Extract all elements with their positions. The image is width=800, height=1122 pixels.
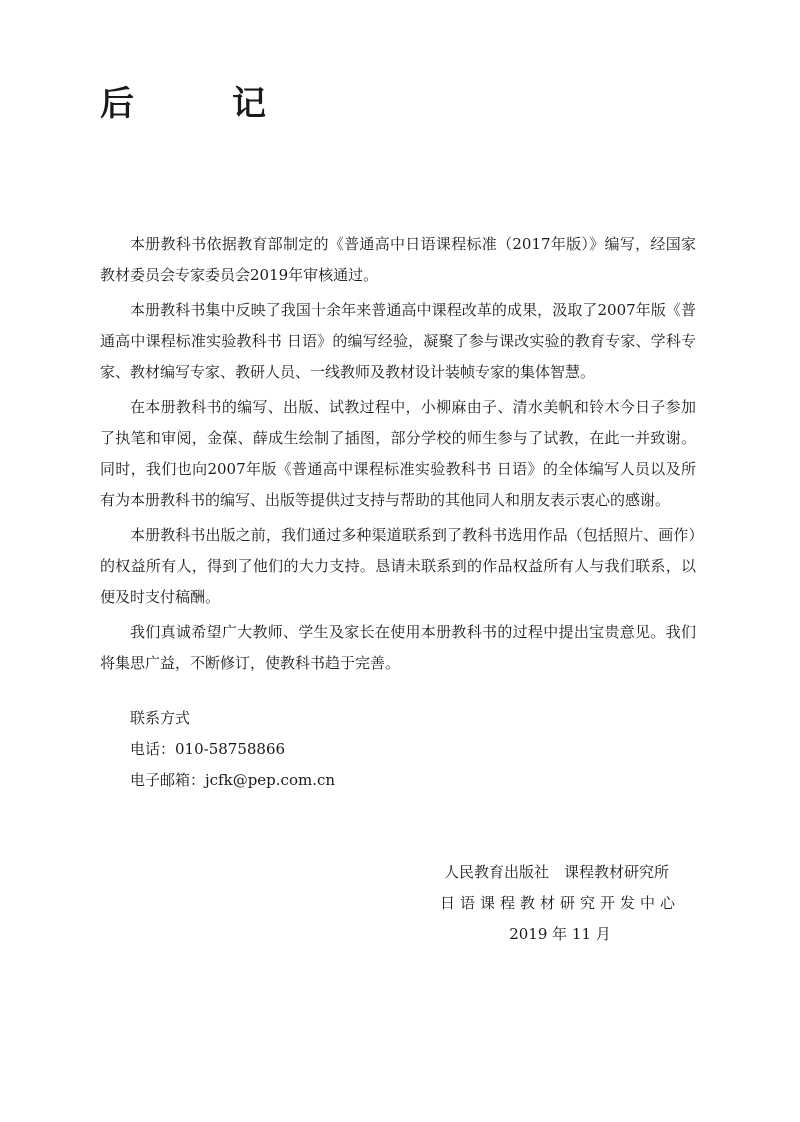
contact-title: 联系方式 xyxy=(130,709,191,727)
contact-phone: 电话：010-58758866 xyxy=(130,740,286,758)
signature-block xyxy=(440,857,680,950)
paragraph-3: 在本册教科书的编写、出版、试教过程中，小柳麻由子、清水美帆和铃木今日子参加了执笔和审阅，金葆、薛成生绘制了插图，部分学校的师生参与了试教，在此一并致谢。同时，我们也向2007年版《普通高中课程标准实验教科书 日语》的全体编写人员以及所有为本册教科书的编写、出版等提供过支持与帮助的其他同人和朋友表示衷心的感谢。 xyxy=(100,398,696,509)
page-title: 后 记 xyxy=(100,84,298,124)
signature-date: 2019 年 11 月 xyxy=(509,925,611,943)
paragraph-1: 本册教科书依据教育部制定的《普通高中日语课程标准（2017年版）》编写，经国家教材委员会专家委员会2019年审核通过。 xyxy=(100,235,696,284)
contact-email: 电子邮箱：jcfk@pep.com.cn xyxy=(130,771,336,789)
paragraph-5: 我们真诚希望广大教师、学生及家长在使用本册教科书的过程中提出宝贵意见。我们将集思广益，不断修订，使教科书趋于完善。 xyxy=(100,623,696,672)
signature-org-line-2: 日语课程教材研究开发中心 xyxy=(440,894,681,912)
signature-org-line-1: 人民教育出版社 课程教材研究所 xyxy=(444,863,670,881)
paragraph-2: 本册教科书集中反映了我国十余年来普通高中课程改革的成果，汲取了2007年版《普通高中课程标准实验教科书 日语》的编写经验，凝聚了参与课改实验的教育专家、学科专家、教材编写专家、教研人员、一线教师及教材设计装帧专家的集体智慧。 xyxy=(100,301,696,381)
contact-block xyxy=(130,703,335,796)
paragraph-4: 本册教科书出版之前，我们通过多种渠道联系到了教科书选用作品（包括照片、画作）的权益所有人，得到了他们的大力支持。恳请未联系到的作品权益所有人与我们联系，以便及时支付稿酬。 xyxy=(100,526,696,606)
afterword-body xyxy=(100,229,696,683)
